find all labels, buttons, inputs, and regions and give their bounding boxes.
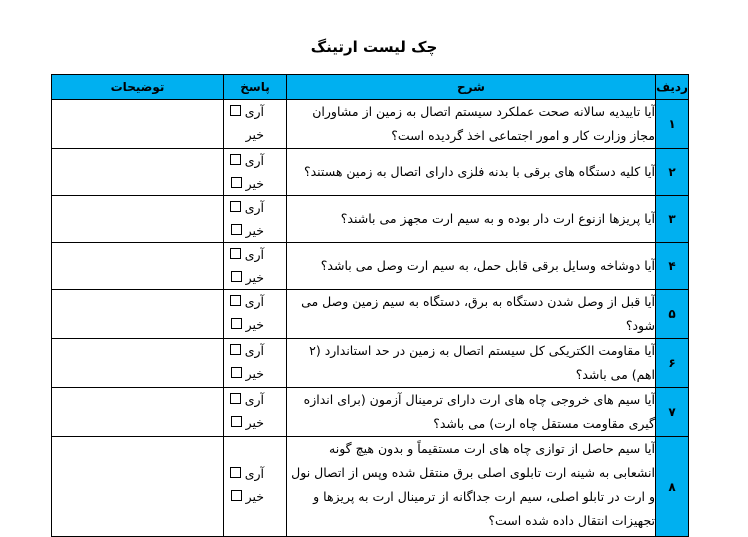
no-option[interactable]: [224, 362, 286, 385]
yes-label: آری: [244, 343, 264, 358]
yes-label: آری: [244, 247, 264, 262]
answer-cell: [224, 339, 287, 388]
notes-cell[interactable]: [52, 339, 224, 388]
yes-label: آری: [244, 294, 264, 309]
answer-cell: [224, 243, 287, 290]
row-question: آیا تاییدیه سالانه صحت عملکرد سیستم اتصال به زمین از مشاوران مجاز وزارت کار و امور اجتماعی اخذ گردیده است؟: [287, 100, 656, 149]
table-row: [52, 243, 689, 290]
table-row: [52, 100, 689, 149]
no-option[interactable]: [224, 123, 286, 146]
no-checkbox[interactable]: [231, 367, 242, 378]
no-option[interactable]: [224, 411, 286, 434]
no-checkbox[interactable]: [231, 416, 242, 427]
header-answer: پاسخ: [224, 75, 287, 100]
row-number: ۱: [656, 100, 689, 149]
yes-option[interactable]: [224, 388, 286, 411]
row-question: آیا کلیه دستگاه های برقی با بدنه فلزی دارای اتصال به زمین هستند؟: [287, 149, 656, 196]
answer-cell: [224, 100, 287, 149]
row-number: ۶: [656, 339, 689, 388]
header-notes: توضیحات: [52, 75, 224, 100]
row-question: آیا سیم حاصل از توازی چاه های ارت مستقیماً و بدون هیچ گونه انشعابی به شینه ارت تابلوی اصلی برق منتقل شده وپس از اتصال نول و ارت در تابلو اصلی، سیم ارت جداگانه از ترمینال ارت به پریزها و تجهیزات انتقال داده شده است؟: [287, 437, 656, 537]
no-checkbox[interactable]: [231, 224, 242, 235]
no-label: خیر: [245, 270, 264, 285]
yes-option[interactable]: [224, 100, 286, 123]
row-question: آیا مقاومت الکتریکی کل سیستم اتصال به زمین در حد استاندارد (۲ اهم) می باشد؟: [287, 339, 656, 388]
no-label: خیر: [245, 489, 264, 504]
notes-cell[interactable]: [52, 243, 224, 290]
yes-checkbox[interactable]: [230, 467, 241, 478]
yes-label: آری: [244, 104, 264, 119]
table-row: [52, 339, 689, 388]
yes-checkbox[interactable]: [230, 154, 241, 165]
row-question: آیا پریزها ازنوع ارت دار بوده و به سیم ارت مجهز می باشند؟: [287, 196, 656, 243]
answer-cell: [224, 196, 287, 243]
no-option[interactable]: [224, 172, 286, 195]
table-row: [52, 196, 689, 243]
yes-label: آری: [244, 466, 264, 481]
yes-option[interactable]: [224, 196, 286, 219]
yes-checkbox[interactable]: [230, 295, 241, 306]
table-row: [52, 149, 689, 196]
header-row-number: ردیف: [656, 75, 689, 100]
no-checkbox[interactable]: [231, 271, 242, 282]
yes-label: آری: [244, 153, 264, 168]
row-number: ۵: [656, 290, 689, 339]
row-number: ۲: [656, 149, 689, 196]
yes-option[interactable]: [224, 290, 286, 313]
no-checkbox[interactable]: [231, 177, 242, 188]
yes-checkbox[interactable]: [230, 393, 241, 404]
notes-cell[interactable]: [52, 100, 224, 149]
row-question: آیا سیم های خروجی چاه های ارت دارای ترمینال آزمون (برای اندازه گیری مقاومت مستقل چاه ارت) می باشد؟: [287, 388, 656, 437]
answer-cell: [224, 149, 287, 196]
notes-cell[interactable]: [52, 149, 224, 196]
checklist-table: [51, 74, 689, 537]
no-option[interactable]: [224, 485, 286, 508]
notes-cell[interactable]: [52, 437, 224, 537]
yes-label: آری: [244, 392, 264, 407]
table-row: [52, 388, 689, 437]
yes-checkbox[interactable]: [230, 344, 241, 355]
table-row: [52, 290, 689, 339]
no-label: خیر: [245, 176, 264, 191]
yes-label: آری: [244, 200, 264, 215]
table-row: [52, 437, 689, 537]
no-label: خیر: [245, 127, 264, 142]
row-question: آیا دوشاخه وسایل برقی قابل حمل، به سیم ارت وصل می باشد؟: [287, 243, 656, 290]
yes-option[interactable]: [224, 462, 286, 485]
no-label: خیر: [245, 366, 264, 381]
notes-cell[interactable]: [52, 388, 224, 437]
no-label: خیر: [245, 415, 264, 430]
row-question: آیا قبل از وصل شدن دستگاه به برق، دستگاه به سیم زمین وصل می شود؟: [287, 290, 656, 339]
no-option[interactable]: [224, 219, 286, 242]
no-checkbox[interactable]: [231, 318, 242, 329]
no-checkbox[interactable]: [231, 490, 242, 501]
yes-option[interactable]: [224, 149, 286, 172]
header-description: شرح: [287, 75, 656, 100]
header-row: [52, 75, 689, 100]
answer-cell: [224, 290, 287, 339]
yes-option[interactable]: [224, 243, 286, 266]
notes-cell[interactable]: [52, 196, 224, 243]
row-number: ۴: [656, 243, 689, 290]
answer-cell: [224, 388, 287, 437]
row-number: ۳: [656, 196, 689, 243]
no-option[interactable]: [224, 266, 286, 289]
no-label: خیر: [245, 223, 264, 238]
yes-checkbox[interactable]: [230, 248, 241, 259]
yes-checkbox[interactable]: [230, 201, 241, 212]
row-number: ۷: [656, 388, 689, 437]
row-number: ۸: [656, 437, 689, 537]
yes-option[interactable]: [224, 339, 286, 362]
yes-checkbox[interactable]: [230, 105, 241, 116]
notes-cell[interactable]: [52, 290, 224, 339]
answer-cell: [224, 437, 287, 537]
page-title: چک لیست ارتینگ: [310, 38, 438, 56]
no-option[interactable]: [224, 313, 286, 336]
no-label: خیر: [245, 317, 264, 332]
